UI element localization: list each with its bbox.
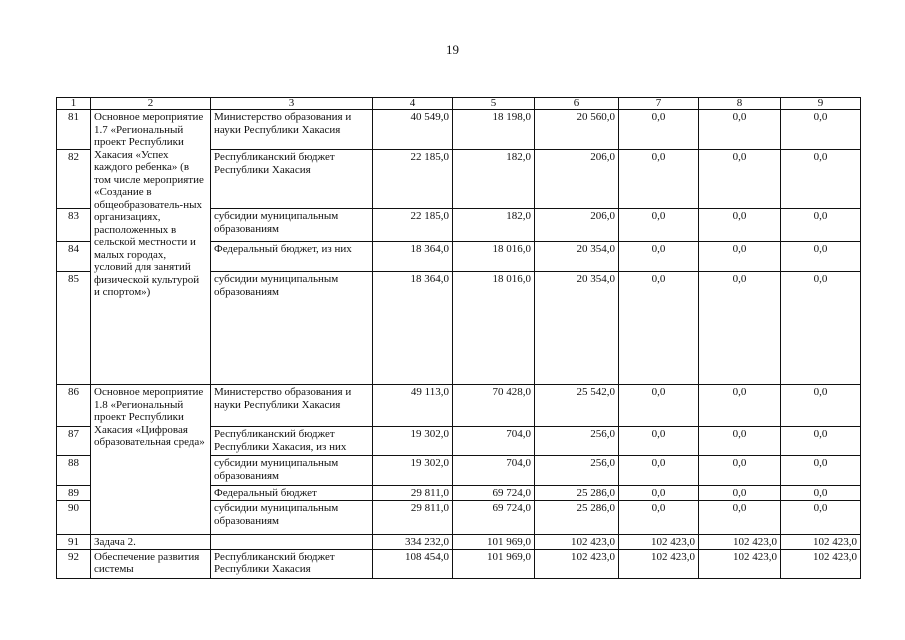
table-row (57, 535, 861, 550)
row-number: 87 (57, 427, 91, 456)
funding-source: Министерство образования и науки Республики Хакасия (211, 110, 373, 150)
value-cell: 182,0 (453, 150, 535, 209)
value-cell: 18 016,0 (453, 272, 535, 385)
funding-source: Федеральный бюджет (211, 486, 373, 501)
value-cell: 206,0 (535, 150, 619, 209)
value-cell: 20 354,0 (535, 242, 619, 272)
table-row (57, 549, 861, 578)
funding-source: Министерство образования и науки Республики Хакасия (211, 385, 373, 427)
header-cell: 2 (91, 98, 211, 110)
value-cell: 0,0 (781, 110, 861, 150)
value-cell: 0,0 (699, 486, 781, 501)
value-cell: 69 724,0 (453, 501, 535, 535)
value-cell: 206,0 (535, 209, 619, 242)
budget-table (56, 97, 861, 579)
value-cell: 22 185,0 (373, 209, 453, 242)
value-cell: 182,0 (453, 209, 535, 242)
value-cell: 101 969,0 (453, 549, 535, 578)
value-cell: 0,0 (619, 427, 699, 456)
value-cell: 40 549,0 (373, 110, 453, 150)
value-cell: 0,0 (619, 486, 699, 501)
header-cell: 6 (535, 98, 619, 110)
value-cell: 0,0 (619, 110, 699, 150)
value-cell: 0,0 (699, 456, 781, 486)
value-cell: 0,0 (619, 385, 699, 427)
value-cell: 108 454,0 (373, 549, 453, 578)
value-cell: 0,0 (619, 456, 699, 486)
value-cell: 25 286,0 (535, 486, 619, 501)
funding-source: Республиканский бюджет Республики Хакасия (211, 150, 373, 209)
value-cell: 256,0 (535, 456, 619, 486)
value-cell: 0,0 (619, 242, 699, 272)
value-cell: 102 423,0 (619, 549, 699, 578)
value-cell: 70 428,0 (453, 385, 535, 427)
row-number: 92 (57, 549, 91, 578)
value-cell: 0,0 (699, 110, 781, 150)
value-cell: 0,0 (619, 150, 699, 209)
value-cell: 102 423,0 (535, 535, 619, 550)
value-cell: 102 423,0 (535, 549, 619, 578)
activity-description: Основное мероприятие 1.7 «Региональный проект Республики Хакасия «Успех каждого ребенка» (в том числе мероприятие «Создание в общеобразователь-ных организациях, расположенных в сельской местности и малых городах, условий для занятий физической культурой и спортом») (91, 110, 211, 385)
value-cell: 19 302,0 (373, 456, 453, 486)
value-cell: 69 724,0 (453, 486, 535, 501)
table-row (57, 385, 861, 427)
value-cell: 0,0 (619, 272, 699, 385)
table-row (57, 110, 861, 150)
value-cell: 256,0 (535, 427, 619, 456)
value-cell: 25 286,0 (535, 501, 619, 535)
value-cell: 0,0 (699, 209, 781, 242)
header-cell: 8 (699, 98, 781, 110)
row-number: 86 (57, 385, 91, 427)
header-cell: 1 (57, 98, 91, 110)
value-cell: 102 423,0 (781, 549, 861, 578)
header-row (57, 98, 861, 110)
row-number: 85 (57, 272, 91, 385)
funding-source: Республиканский бюджет Республики Хакасия (211, 549, 373, 578)
value-cell: 0,0 (619, 209, 699, 242)
value-cell: 0,0 (781, 385, 861, 427)
value-cell: 102 423,0 (699, 549, 781, 578)
value-cell: 20 560,0 (535, 110, 619, 150)
value-cell: 0,0 (781, 272, 861, 385)
value-cell: 29 811,0 (373, 501, 453, 535)
funding-source (211, 535, 373, 550)
value-cell: 0,0 (781, 456, 861, 486)
value-cell: 29 811,0 (373, 486, 453, 501)
funding-source: субсидии муниципальным образованиям (211, 456, 373, 486)
row-number: 81 (57, 110, 91, 150)
value-cell: 18 364,0 (373, 242, 453, 272)
value-cell: 102 423,0 (781, 535, 861, 550)
value-cell: 102 423,0 (699, 535, 781, 550)
value-cell: 0,0 (781, 486, 861, 501)
funding-source: субсидии муниципальным образованиям (211, 501, 373, 535)
value-cell: 704,0 (453, 427, 535, 456)
value-cell: 18 364,0 (373, 272, 453, 385)
value-cell: 0,0 (699, 150, 781, 209)
value-cell: 0,0 (781, 209, 861, 242)
row-number: 89 (57, 486, 91, 501)
header-cell: 3 (211, 98, 373, 110)
value-cell: 102 423,0 (619, 535, 699, 550)
value-cell: 18 016,0 (453, 242, 535, 272)
row-number: 90 (57, 501, 91, 535)
value-cell: 19 302,0 (373, 427, 453, 456)
value-cell: 22 185,0 (373, 150, 453, 209)
row-number: 91 (57, 535, 91, 550)
value-cell: 25 542,0 (535, 385, 619, 427)
value-cell: 0,0 (699, 385, 781, 427)
task-label: Задача 2. (91, 535, 211, 550)
funding-source: Федеральный бюджет, из них (211, 242, 373, 272)
value-cell: 0,0 (699, 501, 781, 535)
row-number: 88 (57, 456, 91, 486)
row-number: 82 (57, 150, 91, 209)
value-cell: 0,0 (781, 150, 861, 209)
value-cell: 49 113,0 (373, 385, 453, 427)
activity-description: Обеспечение развития системы (91, 549, 211, 578)
value-cell: 101 969,0 (453, 535, 535, 550)
value-cell: 20 354,0 (535, 272, 619, 385)
value-cell: 704,0 (453, 456, 535, 486)
value-cell: 0,0 (699, 272, 781, 385)
header-cell: 7 (619, 98, 699, 110)
header-cell: 9 (781, 98, 861, 110)
value-cell: 334 232,0 (373, 535, 453, 550)
value-cell: 0,0 (781, 242, 861, 272)
value-cell: 18 198,0 (453, 110, 535, 150)
funding-source: Республиканский бюджет Республики Хакасия, из них (211, 427, 373, 456)
header-cell: 5 (453, 98, 535, 110)
value-cell: 0,0 (699, 242, 781, 272)
value-cell: 0,0 (781, 501, 861, 535)
page-number: 19 (446, 42, 459, 57)
value-cell: 0,0 (619, 501, 699, 535)
header-cell: 4 (373, 98, 453, 110)
row-number: 84 (57, 242, 91, 272)
value-cell: 0,0 (699, 427, 781, 456)
row-number: 83 (57, 209, 91, 242)
funding-source: субсидии муниципальным образованиям (211, 209, 373, 242)
activity-description: Основное мероприятие 1.8 «Региональный проект Республики Хакасия «Цифровая образовательная среда» (91, 385, 211, 535)
funding-source: субсидии муниципальным образованиям (211, 272, 373, 385)
value-cell: 0,0 (781, 427, 861, 456)
